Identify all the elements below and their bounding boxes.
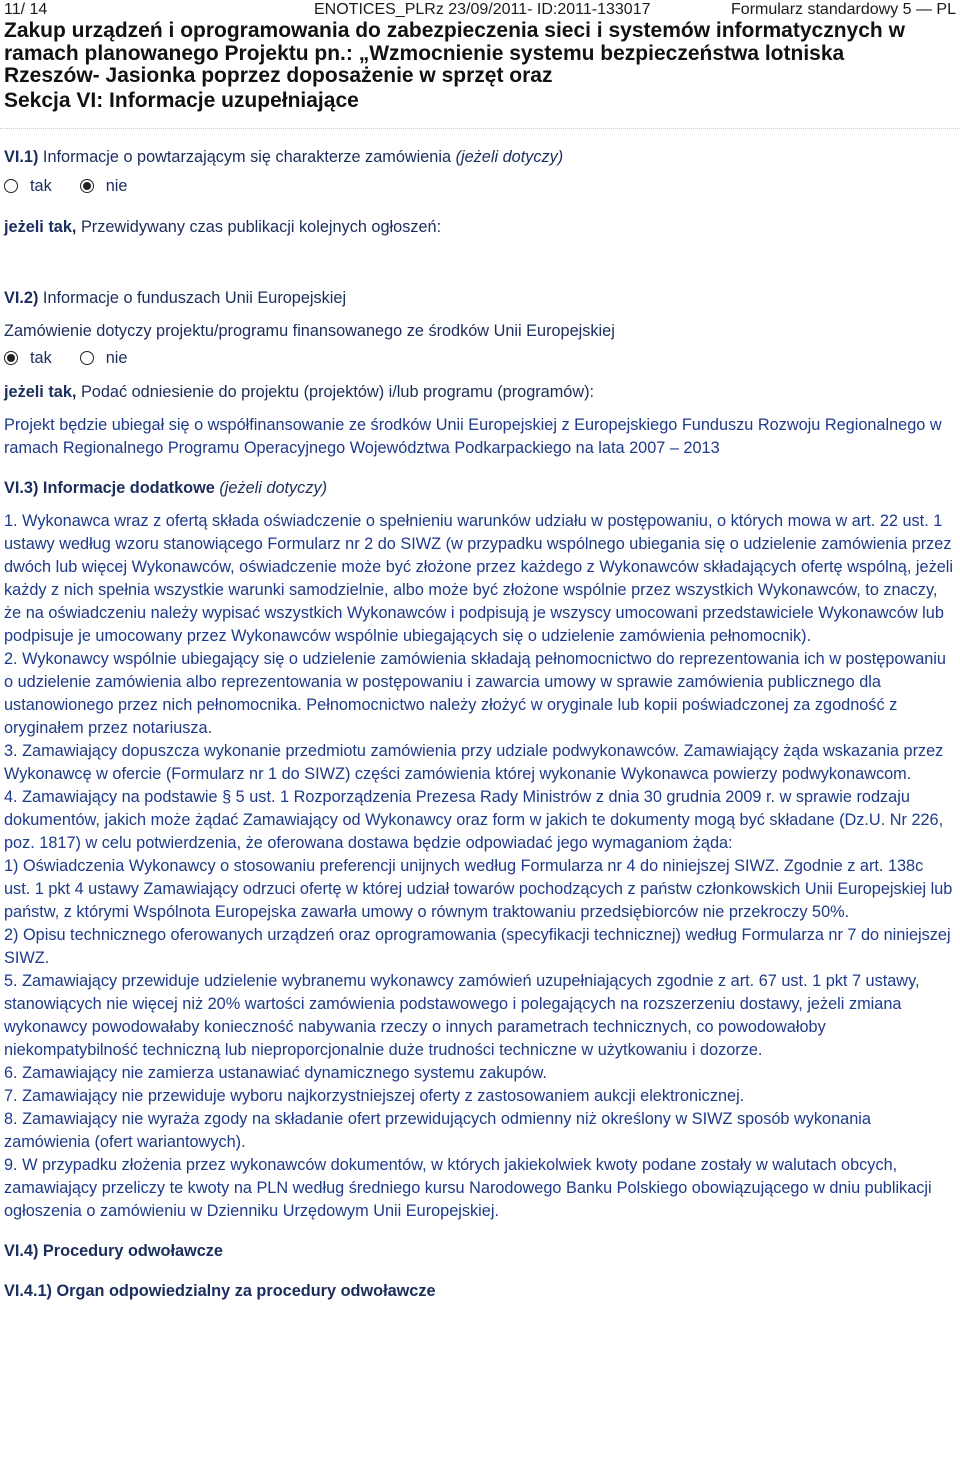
info-item: 3. Zamawiający dopuszcza wykonanie przedmiotu zamówienia przy udziale podwykonawców. Zamawiający żąda wskazania przez Wykonawcę w ofercie (Formularz nr 1 do SIWZ) części zamówienia której wykonanie Wykonawca powierzy podwykonawcom. (4, 742, 944, 783)
info-item: 1) Oświadczenia Wykonawcy o stosowaniu preferencji unijnych według Formularza nr 4 do niniejszej SIWZ. Zgodnie z art. 138c ust. 1 pkt 4 ustawy Zamawiający odrzuci ofertę w której udział towarów pochodzących z państw członkowskich Unii Europejskiej lub państw, z którymi Wspólnota Europejska zawarła umowy o równym traktowaniu przedsiębiorców nie przekroczy 50%. (4, 857, 953, 921)
heading-number: VI.4) (4, 1242, 39, 1260)
section-heading (4, 146, 954, 169)
heading-text: Informacje dodatkowe (42, 479, 215, 497)
heading-text: Informacje o powtarzającym się charakterze zamówienia (42, 148, 452, 166)
document-title: Zakup urządzeń i oprogramowania do zabezpieczenia sieci i systemów informatycznych w ramach planowanego Projektu pn.: „Wzmocnienie systemu bezpieczeństwa lotniska Rzeszów- Jasionka poprzez doposażenie w sprzęt oraz (4, 20, 905, 87)
info-item: 2) Opisu technicznego oferowanych urządzeń oraz oprogramowania (specyfikacji technicznej) według Formularza nr 7 do niniejszej SIWZ. (4, 926, 951, 967)
conditional-line (4, 381, 954, 404)
radio-yes[interactable] (4, 179, 18, 193)
section-heading (4, 1240, 954, 1263)
info-item: 4. Zamawiający na podstawie § 5 ust. 1 Rozporządzenia Prezesa Rady Ministrów z dnia 30 grudnia 2009 r. w sprawie rodzaju dokumentów, jakich może żądać Zamawiający od Wykonawcy oraz form w jakich te dokumenty mogą być składane (Dz.U. Nr 226, poz. 1817) w celu potwierdzenia, że oferowana dostawa będzie odpowiadać jego wymaganiom żąda: (4, 788, 944, 852)
section-vi2 (4, 287, 954, 460)
heading-note: (jeżeli dotyczy) (219, 479, 328, 497)
subheading-number: VI.4.1) (4, 1282, 52, 1300)
radio-no-label: nie (105, 176, 128, 195)
eu-answer: Projekt będzie ubiegał się o współfinansowanie ze środków Unii Europejskiej z Europejskiego Funduszu Rozwoju Regionalnego w ramach Regionalnego Programu Operacyjnego Województwa Podkarpackiego na lata 2007 – 2013 (4, 416, 942, 457)
heading-number: VI.2) (4, 289, 39, 307)
subsection-heading (4, 1280, 954, 1303)
section-title: Sekcja VI: Informacje uzupełniające (4, 88, 944, 114)
radio-yes-label: tak (30, 176, 52, 195)
info-item: 2. Wykonawcy wspólnie ubiegający się o udzielenie zamówienia składają pełnomocnictwo do reprezentowania ich w postępowaniu o udzielenie zamówienia albo reprezentowania w postępowaniu i zawarcia umowy w sprawie zamówienia publicznego dla ustanowionego przez nich pełnomocnika. Pełnomocnictwo należy złożyć w oryginale lub kopii poświadczonej za zgodność z oryginałem przez notariusza. (4, 650, 946, 737)
info-item: 1. Wykonawca wraz z ofertą składa oświadczenie o spełnieniu warunków udziału w postępowaniu, o których mowa w art. 22 ust. 1 ustawy według wzoru stanowiącego Formularz nr 2 do SIWZ (w przypadku wspólnego ubiegania się o udzielenie zamówienia przez dwóch lub więcej Wykonawców, oświadczenie może być złożone przez każdego z Wykonawców składających ofertę wspólną, jeżeli każdy z nich spełnia wszystkie warunki samodzielnie, albo może być złożone wspólnie przez wszystkich Wykonawców, to znaczy, że na oświadczeniu należy wypisać wszystkich Wykonawców i podpisują je wszyscy umocowani przedstawiciele Wykonawców lub podpisuje je umocowany przez Wykonawców wspólnie ubiegających się o udzielenie zamówienia pełnomocnik). (4, 512, 953, 645)
radio-yes-label: tak (30, 348, 52, 367)
document-id: ENOTICES_PLRz 23/09/2011- ID:2011-133017 (314, 1, 651, 18)
section-heading (4, 477, 954, 500)
if-text: Przewidywany czas publikacji kolejnych ogłoszeń: (80, 218, 442, 236)
form-label: Formularz standardowy 5 — PL (731, 1, 956, 18)
radio-yes[interactable] (4, 351, 18, 365)
subheading-text: Organ odpowiedzialny za procedury odwoławcze (56, 1282, 436, 1300)
info-item: 5. Zamawiający przewiduje udzielenie wybranemu wykonawcy zamówień uzupełniających zgodnie z art. 67 ust. 1 pkt 7 ustawy, stanowiących nie więcej niż 20% wartości zamówienia podstawowego i polegających na rozszerzeniu dostawy, jeżeli zmiana wykonawcy powodowałaby konieczność nabywania rzeczy o innych parametrach technicznych, co powodowałoby niekompatybilność techniczną lub nieproporcjonalnie duże trudności techniczne w użytkowaniu i dozorze. (4, 972, 920, 1059)
heading-text: Procedury odwoławcze (42, 1242, 223, 1260)
page-header (4, 0, 956, 22)
radio-no[interactable] (80, 179, 94, 193)
radio-group-eu (4, 345, 954, 371)
radio-no[interactable] (80, 351, 94, 365)
heading-note: (jeżeli dotyczy) (455, 148, 564, 166)
heading-number: VI.3) (4, 479, 39, 497)
if-text: Podać odniesienie do projektu (projektów) i/lub programu (programów): (80, 383, 595, 401)
section-vi3 (4, 477, 954, 1223)
main-content (4, 146, 954, 1303)
info-item: 6. Zamawiający nie zamierza ustanawiać dynamicznego systemu zakupów. (4, 1064, 547, 1082)
heading-text: Informacje o funduszach Unii Europejskiej (42, 289, 347, 307)
radio-no-label: nie (105, 348, 128, 367)
heading-number: VI.1) (4, 148, 39, 166)
radio-group-repeat (4, 173, 954, 199)
if-prefix: jeżeli tak, (4, 383, 77, 401)
section-vi4 (4, 1240, 954, 1303)
section-vi1 (4, 146, 954, 239)
info-item: 7. Zamawiający nie przewiduje wyboru najkorzystniejszej oferty z zastosowaniem aukcji elektronicznej. (4, 1087, 745, 1105)
section-heading (4, 287, 954, 310)
info-item: 9. W przypadku złożenia przez wykonawców dokumentów, w których jakiekolwiek kwoty podane zostały w walutach obcych, zamawiający przeliczy te kwoty na PLN według średniego kursu Narodowego Banku Polskiego obowiązującego w dniu publikacji ogłoszenia o zamówieniu w Dzienniku Urzędowym Unii Europejskiej. (4, 1156, 932, 1220)
page-number: 11/ 14 (4, 1, 48, 18)
eu-question: Zamówienie dotyczy projektu/programu finansowanego ze środków Unii Europejskiej (4, 322, 615, 340)
if-prefix: jeżeli tak, (4, 218, 77, 236)
additional-info-list (4, 510, 954, 1223)
conditional-line (4, 216, 954, 239)
divider (0, 128, 960, 129)
info-item: 8. Zamawiający nie wyraża zgody na składanie ofert przewidujących odmienny niż określony w SIWZ sposób wykonania zamówienia (ofert wariantowych). (4, 1110, 871, 1151)
